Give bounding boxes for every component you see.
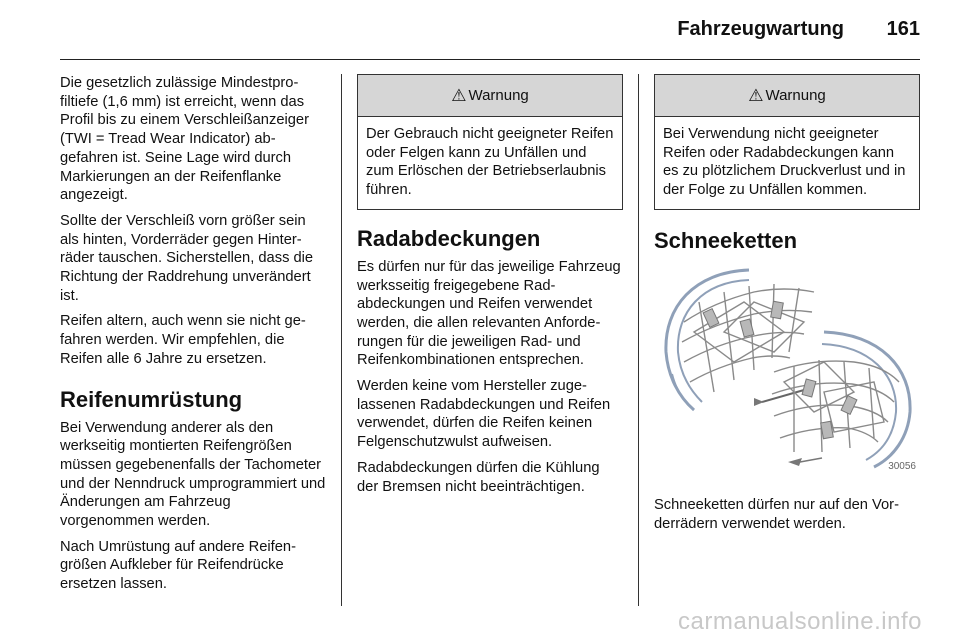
warning-triangle-icon: ⚠	[451, 85, 467, 105]
snow-chain-drawing	[654, 262, 920, 476]
warning-text: Bei Verwendung nicht geeigneter Reifen oder Radabdeckungen kann es zu plötzlichem Druckverlust und in der Folge zu Unfällen kommen.	[663, 126, 906, 199]
column-divider	[341, 74, 342, 606]
warning-title: Warnung	[468, 87, 529, 104]
paragraph: Werden keine vom Hersteller zugelassenen Radabdeckungen und Reifen verwendet, dürfen die Reifen keinen Felgenschutzwulst aufweisen.	[357, 378, 611, 451]
paragraph: Schneeketten dürfen nur auf den Vorderrädern verwendet werden.	[654, 496, 899, 532]
page-number: 161	[886, 18, 920, 40]
page-header	[60, 0, 920, 60]
warning-header	[358, 75, 622, 117]
column-divider	[638, 74, 639, 606]
column-left	[60, 74, 326, 601]
warning-box	[357, 74, 623, 210]
section-heading: Reifenumrüstung	[60, 386, 243, 412]
watermark: carmanualsonline.info	[678, 608, 922, 635]
warning-header	[655, 75, 919, 117]
section-title: Fahrzeugwartung	[677, 18, 844, 40]
warning-box	[654, 74, 920, 210]
column-right	[654, 74, 920, 540]
paragraph: Die gesetzlich zulässige Mindestprofiltiefe (1,6 mm) ist erreicht, wenn das Profil bis zu einem Verschleißanzeiger (TWI = Tread Wear Indicator) abgefahren ist. Seine Lage wird durch Markierungen an der Reifenflanke angezeigt.	[60, 75, 309, 204]
paragraph: Es dürfen nur für das jeweilige Fahrzeug werksseitig freigegebene Radabdeckungen und Reifen verwendet werden, die allen relevanten Anforderungen für die jeweiligen Rad- und Reifenkombinationen entsprechen.	[357, 258, 621, 369]
figure-label: 30056	[888, 460, 916, 472]
section-heading: Radabdeckungen	[357, 225, 541, 251]
paragraph: Sollte der Verschleiß vorn größer sein als hinten, Vorderräder gegen Hinterräder tauschen. Sicherstellen, dass die Richtung der Raddrehung unverändert ist.	[60, 212, 314, 304]
column-middle	[357, 74, 623, 503]
snow-chain-illustration	[654, 262, 920, 476]
warning-title: Warnung	[765, 87, 826, 104]
warning-triangle-icon: ⚠	[748, 85, 764, 105]
paragraph: Reifen altern, auch wenn sie nicht gefahren werden. Wir empfehlen, die Reifen alle 6 Jahre zu ersetzen.	[60, 313, 306, 367]
section-heading: Schneeketten	[654, 227, 798, 253]
paragraph: Radabdeckungen dürfen die Kühlung der Bremsen nicht beeinträchtigen.	[357, 459, 600, 495]
paragraph: Nach Umrüstung auf andere Reifengrößen Aufkleber für Reifendrücke ersetzen lassen.	[60, 538, 296, 593]
warning-text: Der Gebrauch nicht geeigneter Reifen oder Felgen kann zu Unfällen und zum Erlöschen der Betriebserlaubnis führen.	[366, 126, 614, 199]
paragraph: Bei Verwendung anderer als den werkseitig montierten Reifengrößen müssen gegebenenfalls der Tachometer und der Nenndruck umprogrammiert und Änderungen am Fahrzeug vorgenommen werden.	[60, 419, 326, 530]
